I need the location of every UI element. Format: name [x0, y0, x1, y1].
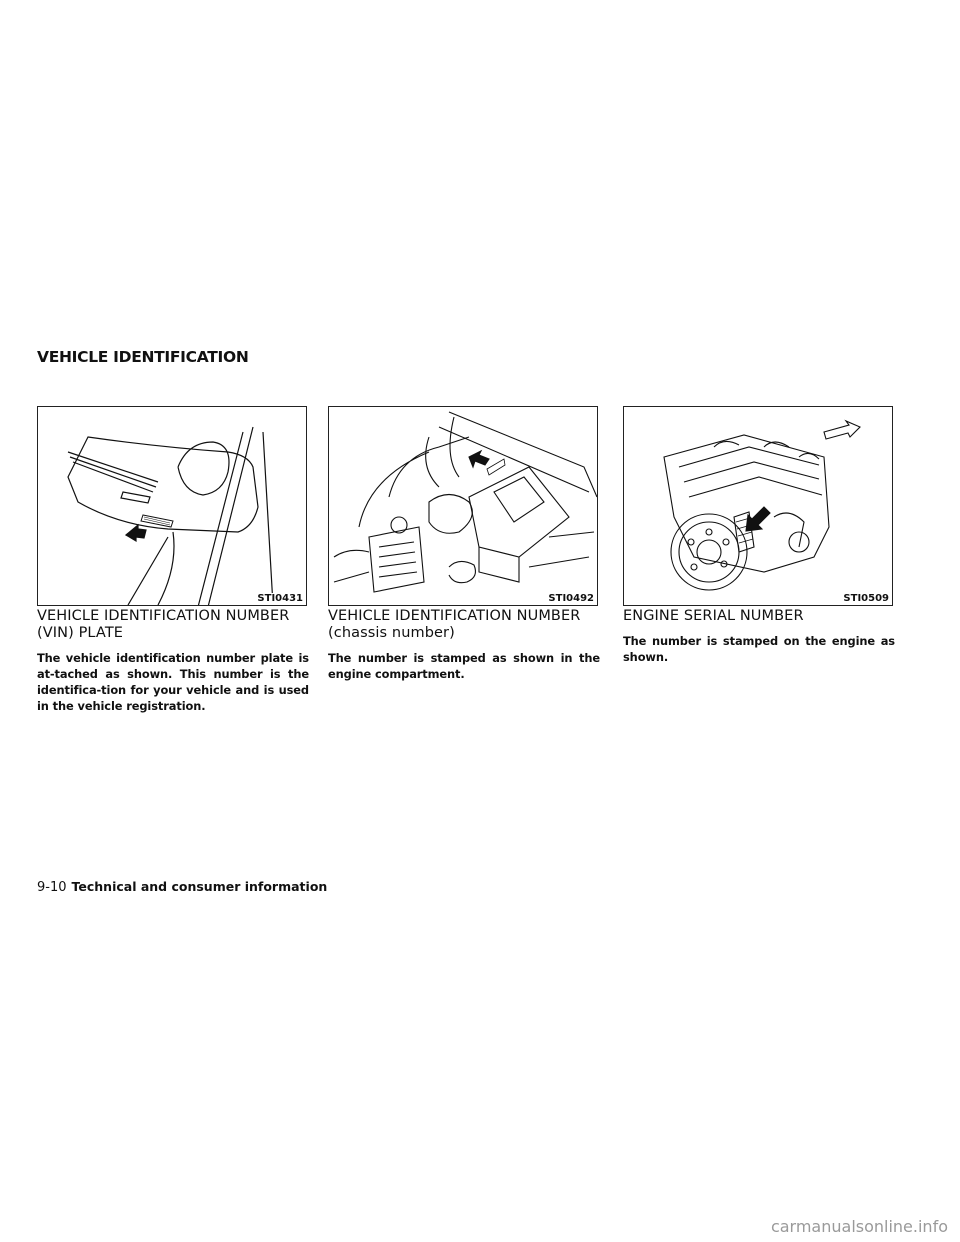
figure-vin-plate — [37, 406, 307, 606]
section-title — [623, 608, 895, 625]
section-chassis-number — [328, 608, 600, 682]
page-number: 9-10 — [37, 880, 67, 895]
figure-engine-serial — [623, 406, 893, 606]
section-title — [328, 608, 600, 642]
figure-code: STI0509 — [843, 593, 889, 604]
figure-code: STI0492 — [548, 593, 594, 604]
section-body: The number is stamped on the engine as shown. — [623, 634, 895, 664]
section-heading: VEHICLE IDENTIFICATION — [37, 348, 249, 366]
figure-chassis-number — [328, 406, 598, 606]
chapter-title: Technical and consumer information — [71, 879, 328, 894]
section-title-line1: VEHICLE IDENTIFICATION NUMBER — [37, 608, 290, 624]
section-body: The number is stamped as shown in the engine compartment. — [328, 651, 600, 681]
section-title-line2: (VIN) PLATE — [37, 625, 124, 641]
page-footer — [37, 879, 327, 895]
section-title — [37, 608, 309, 642]
engine-compartment-illustration — [329, 407, 597, 605]
section-vin-plate — [37, 608, 309, 714]
section-title-line1: ENGINE SERIAL NUMBER — [623, 608, 804, 624]
section-engine-serial — [623, 608, 895, 665]
engine-illustration — [624, 407, 892, 605]
figure-code: STI0431 — [257, 593, 303, 604]
section-body: The vehicle identification number plate is at-tached as shown. This number is the identifica-tion for your vehicle and is used in the vehicle registration. — [37, 651, 309, 713]
watermark[interactable]: carmanualsonline.info — [770, 1217, 948, 1236]
vin-plate-illustration — [38, 407, 306, 605]
section-title-line2: (chassis number) — [328, 625, 455, 641]
section-title-line1: VEHICLE IDENTIFICATION NUMBER — [328, 608, 581, 624]
